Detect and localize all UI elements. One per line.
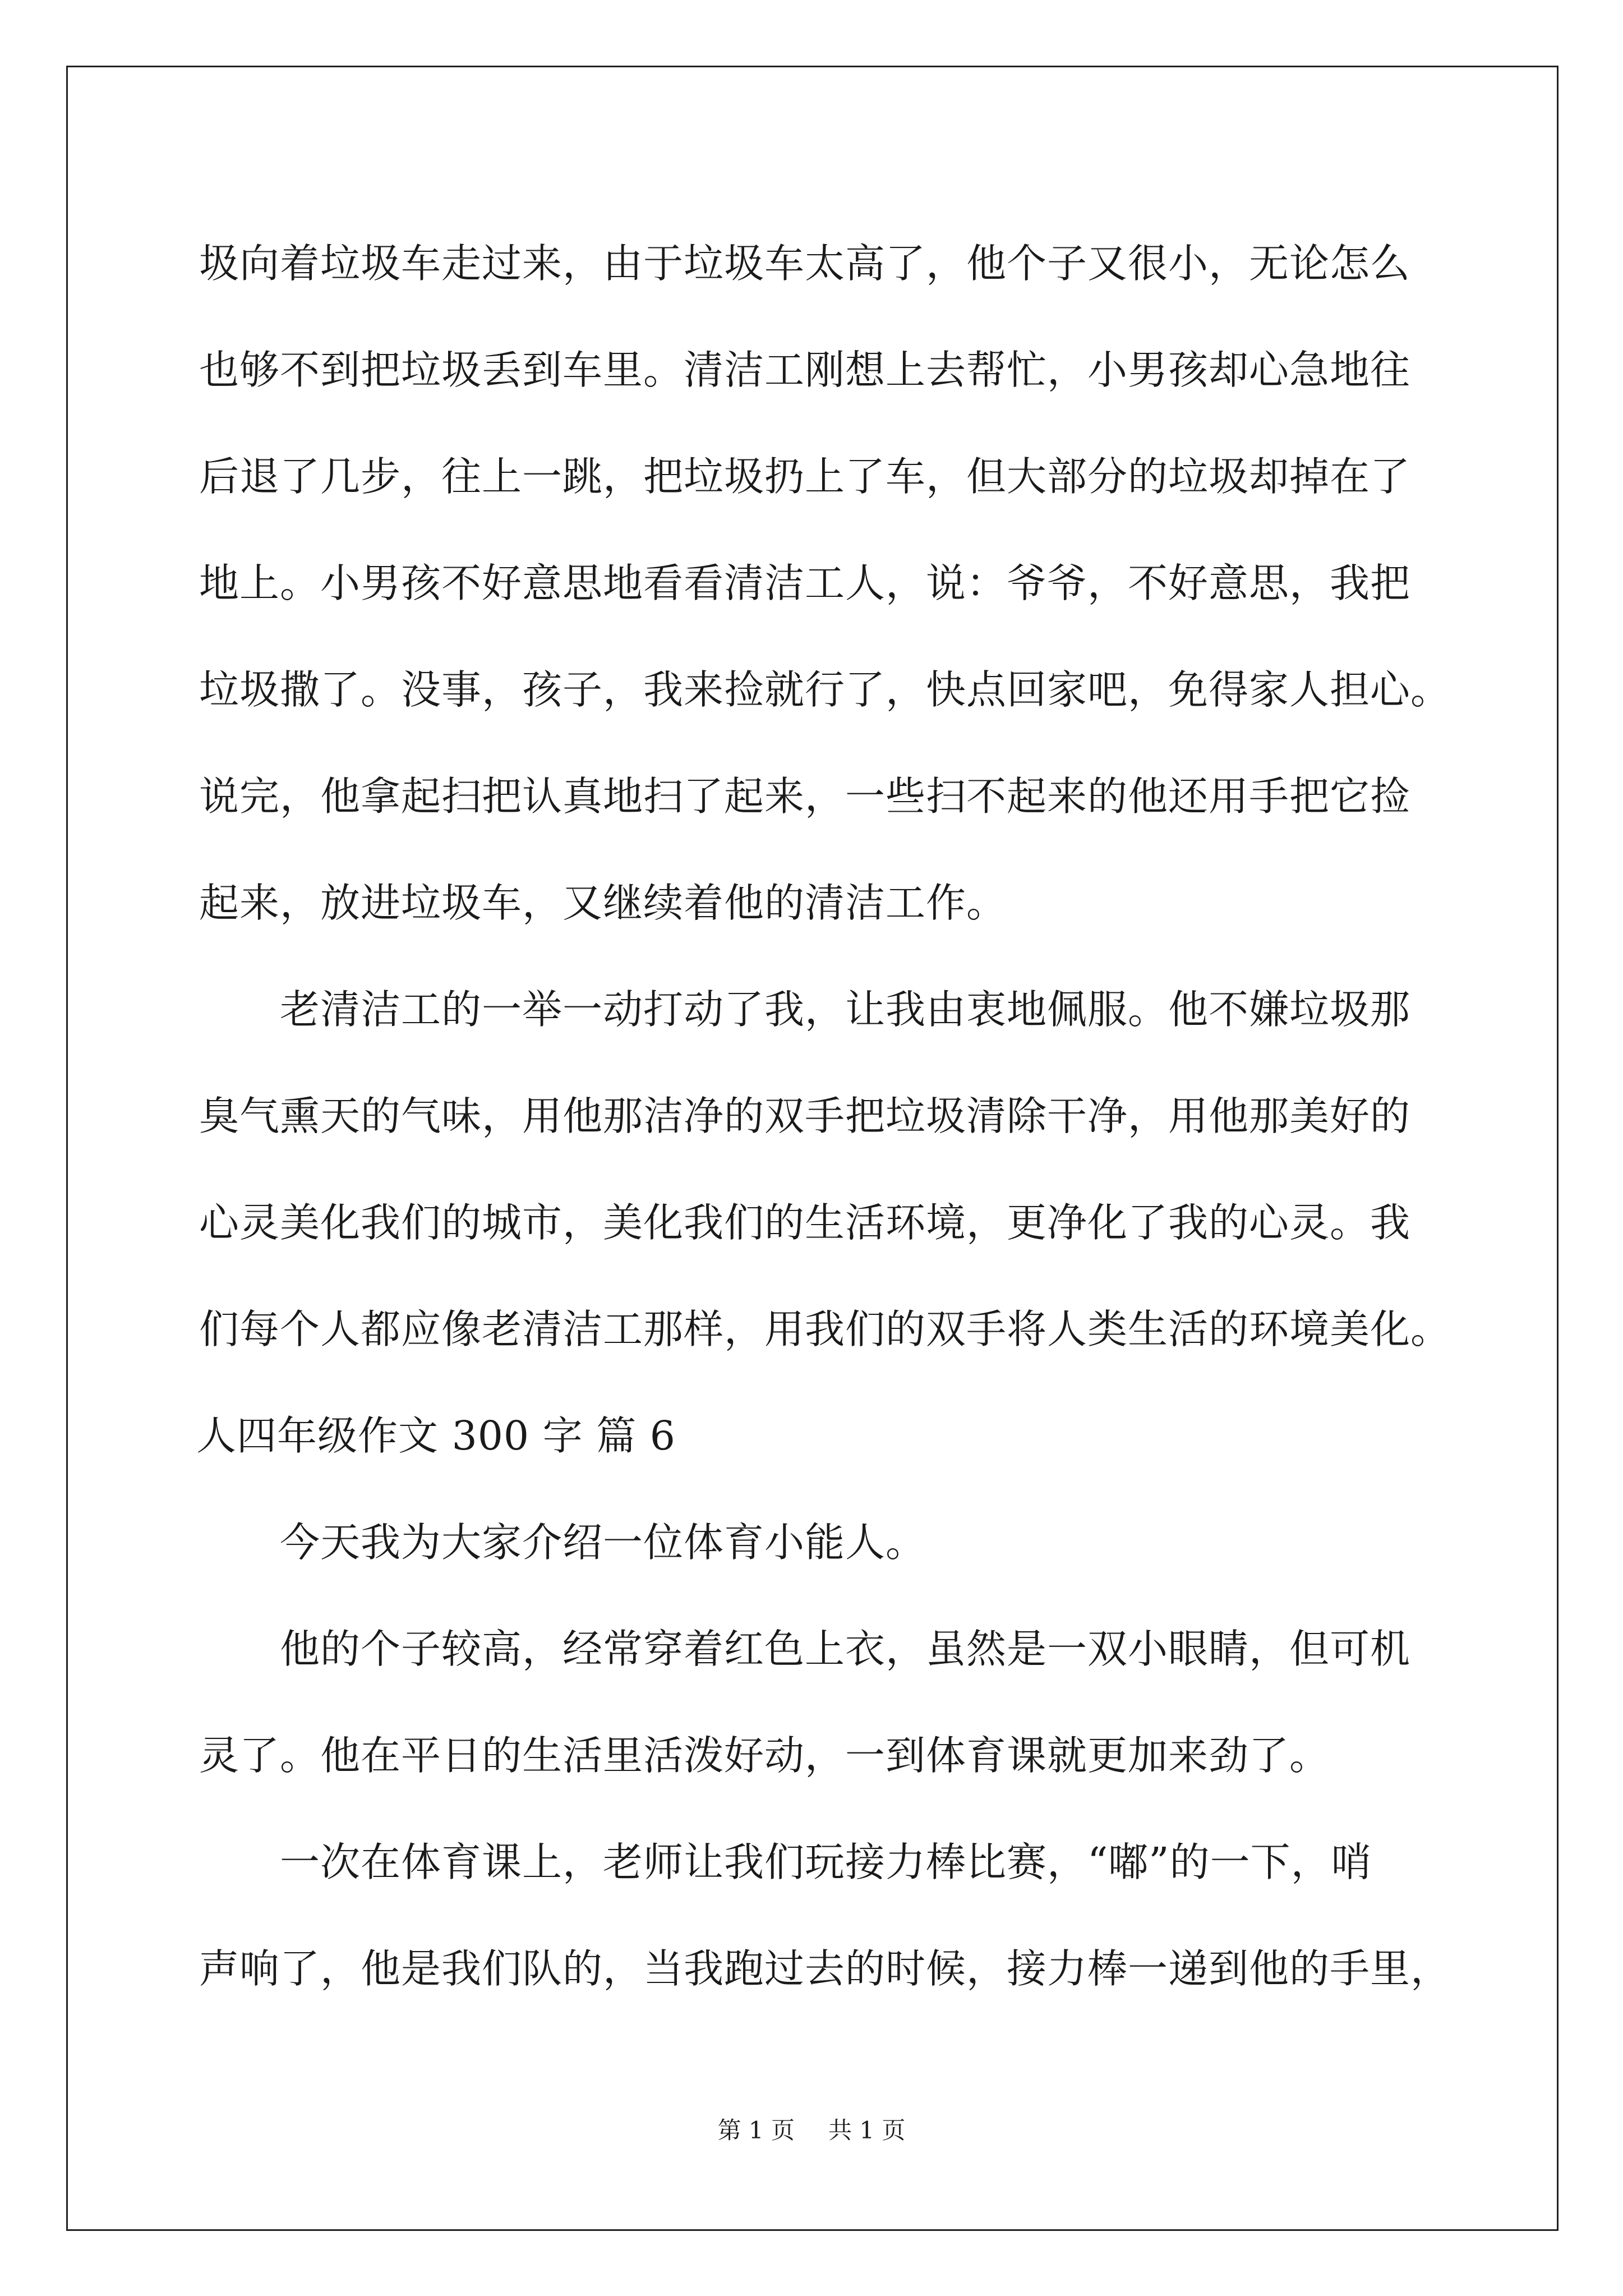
section-heading: 人四年级作文 300 字 篇 6: [196, 1412, 676, 1459]
text-line: 老清洁工的一举一动打动了我，让我由衷地佩服。他不嫌垃圾那: [199, 986, 1411, 1033]
page-footer: [0, 2114, 1623, 2147]
text-line: 后退了几步，往上一跳，把垃圾扔上了车，但大部分的垃圾却掉在了: [199, 453, 1411, 500]
text-line: 说完，他拿起扫把认真地扫了起来，一些扫不起来的他还用手把它捡: [199, 773, 1411, 820]
text-line: 垃圾撒了。没事，孩子，我来捡就行了，快点回家吧，免得家人担心。: [199, 666, 1451, 713]
text-line: 臭气熏天的气味，用他那洁净的双手把垃圾清除干净，用他那美好的: [199, 1093, 1411, 1139]
text-line: 也够不到把垃圾丢到车里。清洁工刚想上去帮忙，小男孩却心急地往: [199, 347, 1411, 393]
text-line: 们每个人都应像老清洁工那样，用我们的双手将人类生活的环境美化。: [199, 1306, 1451, 1352]
text-line: 他的个子较高，经常穿着红色上衣，虽然是一双小眼睛，但可机: [199, 1626, 1411, 1672]
text-line: 地上。小男孩不好意思地看看清洁工人，说：爷爷，不好意思，我把: [199, 560, 1411, 606]
text-line: 今天我为大家介绍一位体育小能人。: [199, 1519, 926, 1566]
page-total: 共 1 页: [828, 2116, 906, 2144]
page-number: 第 1 页: [717, 2116, 795, 2144]
text-line: 心灵美化我们的城市，美化我们的生活环境，更净化了我的心灵。我: [199, 1199, 1411, 1246]
text-line: 一次在体育课上，老师让我们玩接力棒比赛，“嘟”的一下，哨: [199, 1839, 1372, 1885]
text-line: 起来，放进垃圾车，又继续着他的清洁工作。: [199, 880, 1007, 926]
text-line: 灵了。他在平日的生活里活泼好动，一到体育课就更加来劲了。: [199, 1732, 1330, 1779]
text-line: 声响了，他是我们队的，当我跑过去的时候，接力棒一递到他的手里，: [199, 1945, 1451, 1992]
document-body: [196, 210, 1451, 2022]
text-line: 圾向着垃圾车走过来，由于垃圾车太高了，他个子又很小，无论怎么: [199, 240, 1411, 287]
